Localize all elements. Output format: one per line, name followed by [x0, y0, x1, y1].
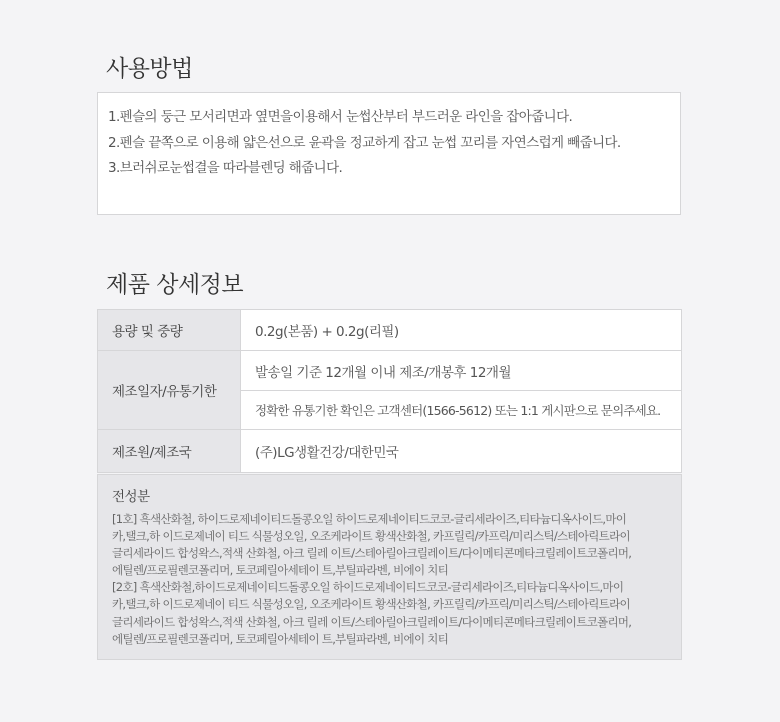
usage-step-3: 3.브러쉬로눈썹결을 따라블렌딩 해줍니다. — [108, 160, 343, 176]
ingredients-title: 전성분 — [112, 489, 150, 505]
usage-step-1: 1.펜슬의 둥근 모서리면과 옆면을이용해서 눈썹산부터 부드러운 라인을 잡아줍니다. — [108, 109, 573, 125]
ingredients-line: 카,탤크,하 이드로제네이 티드 식물성오일, 오조케라이트 황색산화철, 카프릴릭/카프릭/미리스틱/스테아릭트라이 — [112, 597, 630, 612]
manufacturer-value: (주)LG생활건강/대한민국 — [241, 430, 682, 473]
ingredients-line: 글리세라이드 합성왁스,적색 산화철, 아크 릴레 이트/스테아릴아크릴레이트/다이메티콘메타크릴레이트코폴리머, — [112, 614, 632, 629]
expiry-inquiry-note: 정확한 유통기한 확인은 고객센터(1566-5612) 또는 1:1 게시판으로 문의주세요. — [241, 391, 682, 430]
capacity-value: 0.2g(본품) + 0.2g(리필) — [241, 310, 682, 351]
ingredients-line: 카,탤크,하 이드로제네이 티드 식물성오일, 오조케라이트 황색산화철, 카프릴릭/카프릭/미리스틱/스테아릭트라이 — [112, 529, 630, 544]
usage-instructions-box — [97, 92, 681, 215]
product-info-section-title: 제품 상세정보 — [106, 272, 244, 298]
capacity-label: 용량 및 중량 — [98, 310, 241, 351]
usage-section-title: 사용방법 — [106, 56, 193, 82]
manufacture-date-label: 제조일자/유통기한 — [98, 351, 241, 430]
ingredients-line: [2호] 흑색산화철,하이드로제네이티드돌콩오일 하이드로제네이티드코코-글리세라이즈,티타늄디옥사이드,마이 — [112, 580, 624, 595]
ingredients-line: 에틸렌/프로필렌코폴리머, 토코페릴아세테이 트,부틸파라벤, 비에이 치티 — [112, 631, 449, 646]
table-row — [98, 310, 682, 351]
product-spec-table — [97, 309, 682, 473]
ingredients-line: 에틸렌/프로필렌코폴리머, 토코페릴아세테이 트,부틸파라벤, 비에이 치티 — [112, 563, 449, 578]
usage-step-2: 2.펜슬 끝쪽으로 이용해 얇은선으로 윤곽을 정교하게 잡고 눈썹 꼬리를 자연스럽게 빼줍니다. — [108, 134, 621, 151]
ingredients-line: [1호] 흑색산화철, 하이드로제네이티드돌콩오일 하이드로제네이티드코코-글리세라이즈,티타늄디옥사이드,마이 — [112, 512, 627, 526]
manufacture-date-value: 발송일 기준 12개월 이내 제조/개봉후 12개월 — [241, 351, 682, 391]
ingredients-line: 글리세라이드 합성왁스,적색 산화철, 아크 릴레 이트/스테아릴아크릴레이트/다이메티콘메타크릴레이트코폴리머, — [112, 546, 632, 561]
table-row — [98, 351, 682, 391]
ingredients-box — [97, 474, 682, 660]
manufacturer-label: 제조원/제조국 — [98, 430, 241, 473]
table-row — [98, 430, 682, 473]
